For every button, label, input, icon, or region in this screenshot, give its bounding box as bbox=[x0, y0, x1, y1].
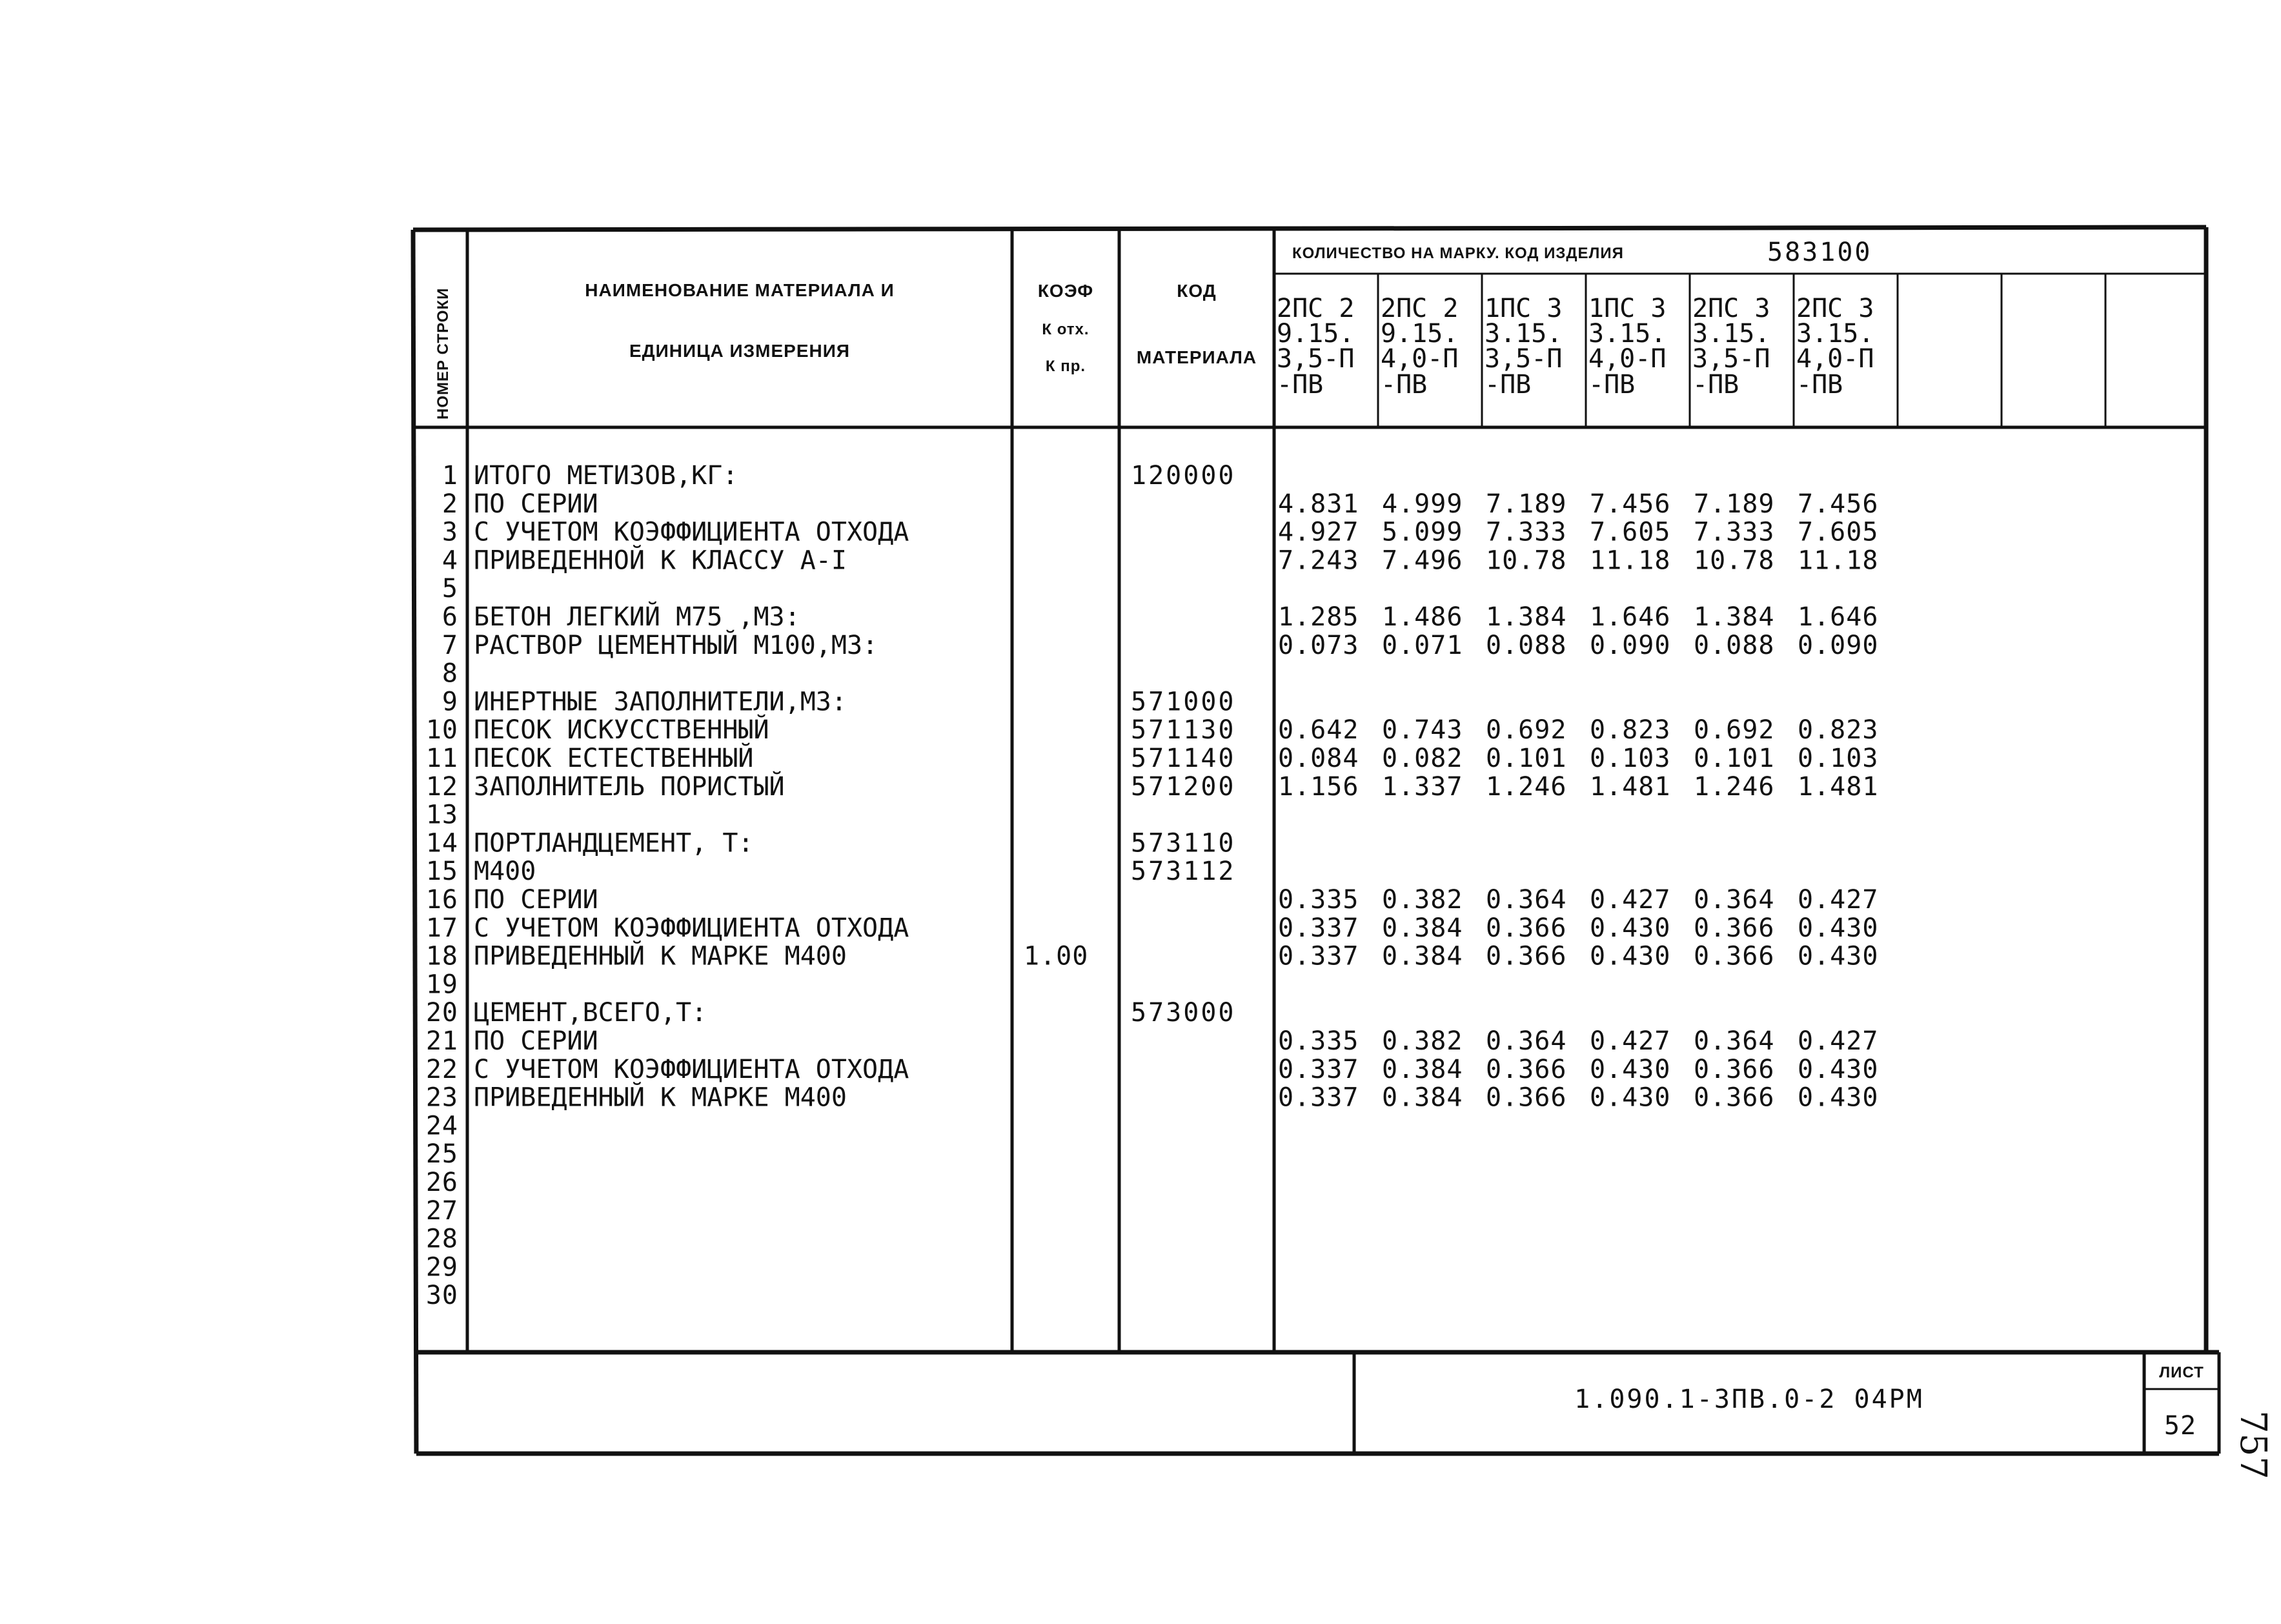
quantity-cell: 0.364 bbox=[1694, 885, 1775, 915]
row-number: 17 bbox=[425, 913, 458, 943]
quantity-cell: 0.427 bbox=[1590, 885, 1671, 915]
material-name: С УЧЕТОМ КОЭФФИЦИЕНТА ОТХОДА bbox=[474, 1054, 909, 1084]
quantity-cell: 0.088 bbox=[1486, 630, 1567, 660]
quantity-cell: 10.78 bbox=[1694, 545, 1775, 576]
quantity-cell: 7.333 bbox=[1694, 517, 1775, 547]
material-name: ПО СЕРИИ bbox=[474, 489, 598, 519]
quantity-cell: 7.456 bbox=[1798, 489, 1879, 519]
quantity-cell: 0.430 bbox=[1798, 941, 1879, 971]
table-body bbox=[426, 461, 1879, 1310]
quantity-cell: 7.243 bbox=[1278, 545, 1359, 576]
mark-column-header-1: 9.15. bbox=[1277, 319, 1355, 349]
mark-column-header-1: 2ПС 2 bbox=[1277, 294, 1355, 323]
row-number: 1 bbox=[441, 461, 458, 491]
row-number: 22 bbox=[425, 1054, 458, 1084]
quantity-cell: 0.090 bbox=[1798, 630, 1879, 660]
quantity-cell: 4.927 bbox=[1278, 517, 1359, 547]
quantity-cell: 0.082 bbox=[1382, 744, 1463, 773]
quantity-cell: 11.18 bbox=[1590, 545, 1671, 576]
quantity-cell: 0.366 bbox=[1694, 1054, 1775, 1084]
mark-column-header-1: -ПВ bbox=[1277, 370, 1324, 400]
quantity-cell: 0.337 bbox=[1278, 913, 1359, 943]
quantity-cell: 0.366 bbox=[1486, 913, 1567, 943]
row-number: 23 bbox=[425, 1082, 458, 1113]
mark-column-header-2: 2ПС 2 bbox=[1381, 294, 1459, 323]
quantity-cell: 0.384 bbox=[1382, 913, 1463, 943]
material-name: ПРИВЕДЕННЫЙ К МАРКЕ М400 bbox=[474, 1082, 847, 1113]
material-code: 571140 bbox=[1131, 744, 1236, 773]
material-name: ЗАПОЛНИТЕЛЬ ПОРИСТЫЙ bbox=[474, 771, 785, 802]
mark-column-header-4: 1ПС 3 bbox=[1588, 294, 1667, 323]
quantity-cell: 0.430 bbox=[1798, 1082, 1879, 1113]
quantity-cell: 0.103 bbox=[1798, 744, 1879, 773]
code-header: КОД bbox=[1177, 281, 1217, 301]
quantity-cell: 1.246 bbox=[1694, 771, 1775, 802]
quantity-cell: 0.743 bbox=[1382, 715, 1463, 746]
row-number: 18 bbox=[425, 941, 458, 971]
mark-column-header-6: 3.15. bbox=[1796, 319, 1874, 349]
row-number: 20 bbox=[425, 998, 458, 1028]
quantity-cell: 0.384 bbox=[1382, 1082, 1463, 1113]
material-name: С УЧЕТОМ КОЭФФИЦИЕНТА ОТХОДА bbox=[474, 913, 909, 943]
quantity-cell: 0.071 bbox=[1382, 630, 1463, 660]
unit-header: ЕДИНИЦА ИЗМЕРЕНИЯ bbox=[629, 341, 851, 361]
material-name-header: НАИМЕНОВАНИЕ МАТЕРИАЛА И bbox=[585, 280, 895, 300]
quantity-cell: 1.486 bbox=[1382, 602, 1463, 632]
mark-column-header-6: -ПВ bbox=[1796, 370, 1843, 400]
quantity-cell: 11.18 bbox=[1798, 545, 1879, 576]
quantity-cell: 0.427 bbox=[1590, 1026, 1671, 1056]
material-name: ПЕСОК ИСКУССТВЕННЫЙ bbox=[474, 715, 769, 746]
quantity-cell: 7.456 bbox=[1590, 489, 1671, 519]
quantity-cell: 0.366 bbox=[1694, 1082, 1775, 1113]
mark-column-header-5: -ПВ bbox=[1692, 370, 1739, 400]
quantity-cell: 7.189 bbox=[1694, 489, 1775, 519]
quantity-cell: 0.384 bbox=[1382, 1054, 1463, 1084]
quantity-cell: 0.366 bbox=[1694, 941, 1775, 971]
row-number-header: НОМЕР СТРОКИ bbox=[434, 287, 452, 420]
quantity-cell: 0.335 bbox=[1278, 1026, 1359, 1056]
material-name: М400 bbox=[474, 857, 536, 887]
quantity-cell: 1.384 bbox=[1694, 602, 1775, 632]
quantity-cell: 0.430 bbox=[1590, 1054, 1671, 1084]
coef-header: КОЭФ bbox=[1037, 281, 1094, 301]
quantity-cell: 0.642 bbox=[1278, 715, 1359, 746]
sheet-number: 52 bbox=[2164, 1411, 2197, 1441]
material-code: 571200 bbox=[1131, 771, 1236, 802]
quantity-cell: 1.156 bbox=[1278, 771, 1359, 802]
quantity-cell: 0.366 bbox=[1486, 941, 1567, 971]
quantity-cell: 0.384 bbox=[1382, 941, 1463, 971]
material-name: ПРИВЕДЕННОЙ К КЛАССУ А-I bbox=[474, 545, 847, 576]
mark-column-header-6: 2ПС 3 bbox=[1796, 294, 1874, 323]
mark-column-header-6: 4,0-П bbox=[1796, 344, 1874, 374]
material-code: 573112 bbox=[1131, 857, 1236, 887]
quantity-cell: 0.101 bbox=[1694, 744, 1775, 773]
material-name: БЕТОН ЛЕГКИЙ М75 ,М3: bbox=[474, 602, 800, 632]
document-code: 1.090.1-3ПВ.0-2 04РМ bbox=[1574, 1385, 1924, 1414]
quantity-cell: 0.073 bbox=[1278, 630, 1359, 660]
row-number: 6 bbox=[441, 602, 458, 632]
quantity-cell: 0.430 bbox=[1798, 913, 1879, 943]
quantity-cell: 7.605 bbox=[1590, 517, 1671, 547]
quantity-cell: 0.382 bbox=[1382, 1026, 1463, 1056]
quantity-cell: 0.823 bbox=[1590, 715, 1671, 746]
row-number: 21 bbox=[425, 1026, 458, 1056]
material-name: ИНЕРТНЫЕ ЗАПОЛНИТЕЛИ,М3: bbox=[474, 687, 847, 717]
mark-column-header-5: 3,5-П bbox=[1692, 344, 1770, 374]
quantity-cell: 0.103 bbox=[1590, 744, 1671, 773]
coefficient-value: 1.00 bbox=[1024, 941, 1089, 971]
row-number: 9 bbox=[441, 687, 458, 717]
mark-column-header-3: 1ПС 3 bbox=[1485, 294, 1563, 323]
row-number: 19 bbox=[425, 969, 458, 1000]
sheet-label: ЛИСТ bbox=[2159, 1364, 2204, 1381]
material-code: 573110 bbox=[1131, 828, 1236, 858]
quantity-cell: 7.605 bbox=[1798, 517, 1879, 547]
row-number: 12 bbox=[425, 771, 458, 802]
quantity-cell: 0.101 bbox=[1486, 744, 1567, 773]
row-number: 26 bbox=[425, 1168, 458, 1197]
mark-column-header-5: 2ПС 3 bbox=[1692, 294, 1770, 323]
product-code: 583100 bbox=[1767, 238, 1872, 267]
quantity-cell: 0.427 bbox=[1798, 885, 1879, 915]
mark-column-header-2: -ПВ bbox=[1381, 370, 1428, 400]
row-number: 24 bbox=[425, 1111, 458, 1141]
row-number: 4 bbox=[441, 545, 458, 576]
row-number: 15 bbox=[425, 857, 458, 887]
mark-column-headers bbox=[1277, 294, 1874, 400]
mark-column-header-3: -ПВ bbox=[1485, 370, 1532, 400]
quantity-cell: 0.366 bbox=[1694, 913, 1775, 943]
quantity-cell: 0.335 bbox=[1278, 885, 1359, 915]
quantity-cell: 0.692 bbox=[1486, 715, 1567, 746]
material-code: 573000 bbox=[1131, 998, 1236, 1028]
quantity-cell: 0.364 bbox=[1486, 885, 1567, 915]
quantity-header: КОЛИЧЕСТВО НА МАРКУ. КОД ИЗДЕЛИЯ bbox=[1292, 245, 1624, 262]
row-number: 13 bbox=[425, 800, 458, 830]
mark-column-header-4: 4,0-П bbox=[1588, 344, 1667, 374]
material-name: ПОРТЛАНДЦЕМЕНТ, Т: bbox=[474, 828, 754, 858]
row-number: 3 bbox=[441, 517, 458, 547]
material-name: РАСТВОР ЦЕМЕНТНЫЙ М100,М3: bbox=[474, 630, 878, 660]
quantity-cell: 0.430 bbox=[1590, 913, 1671, 943]
quantity-cell: 1.337 bbox=[1382, 771, 1463, 802]
coef-waste-label: К отх. bbox=[1042, 321, 1090, 338]
quantity-cell: 4.831 bbox=[1278, 489, 1359, 519]
quantity-cell: 0.337 bbox=[1278, 1054, 1359, 1084]
mark-column-header-5: 3.15. bbox=[1692, 319, 1770, 349]
mark-column-header-4: 3.15. bbox=[1588, 319, 1667, 349]
quantity-cell: 0.427 bbox=[1798, 1026, 1879, 1056]
material-name: С УЧЕТОМ КОЭФФИЦИЕНТА ОТХОДА bbox=[474, 517, 909, 547]
material-code: 571130 bbox=[1131, 715, 1236, 746]
row-number: 5 bbox=[441, 574, 458, 604]
quantity-cell: 0.430 bbox=[1590, 941, 1671, 971]
mark-column-header-3: 3,5-П bbox=[1485, 344, 1563, 374]
quantity-cell: 7.189 bbox=[1486, 489, 1567, 519]
material-name: ИТОГО МЕТИЗОВ,КГ: bbox=[474, 461, 738, 491]
material-name: ПРИВЕДЕННЫЙ К МАРКЕ М400 bbox=[474, 941, 847, 971]
quantity-cell: 0.364 bbox=[1694, 1026, 1775, 1056]
row-number: 8 bbox=[441, 658, 458, 689]
quantity-cell: 7.496 bbox=[1382, 545, 1463, 576]
quantity-cell: 0.430 bbox=[1590, 1082, 1671, 1113]
quantity-cell: 10.78 bbox=[1486, 545, 1567, 576]
row-number: 7 bbox=[441, 630, 458, 660]
row-number: 16 bbox=[425, 885, 458, 915]
material-name: ПО СЕРИИ bbox=[474, 885, 598, 915]
quantity-cell: 0.337 bbox=[1278, 941, 1359, 971]
quantity-cell: 1.481 bbox=[1798, 771, 1879, 802]
quantity-cell: 0.692 bbox=[1694, 715, 1775, 746]
material-name: ПЕСОК ЕСТЕСТВЕННЫЙ bbox=[474, 744, 754, 773]
quantity-cell: 0.084 bbox=[1278, 744, 1359, 773]
mark-column-header-2: 9.15. bbox=[1381, 319, 1459, 349]
mark-column-header-3: 3.15. bbox=[1485, 319, 1563, 349]
coef-reduced-label: К пр. bbox=[1045, 358, 1086, 375]
row-number: 28 bbox=[425, 1224, 458, 1254]
row-number: 29 bbox=[425, 1252, 458, 1283]
material-code: 571000 bbox=[1131, 687, 1236, 717]
row-number: 30 bbox=[425, 1281, 458, 1311]
material-code: 120000 bbox=[1131, 461, 1236, 491]
quantity-cell: 1.481 bbox=[1590, 771, 1671, 802]
material-code-header: МАТЕРИАЛА bbox=[1136, 347, 1257, 367]
quantity-cell: 4.999 bbox=[1382, 489, 1463, 519]
mark-column-header-2: 4,0-П bbox=[1381, 344, 1459, 374]
row-number: 25 bbox=[425, 1139, 458, 1170]
row-number: 11 bbox=[425, 744, 458, 773]
quantity-cell: 1.646 bbox=[1798, 602, 1879, 632]
quantity-cell: 5.099 bbox=[1382, 517, 1463, 547]
handwritten-page-number: 757 bbox=[2232, 1410, 2274, 1479]
quantity-cell: 1.246 bbox=[1486, 771, 1567, 802]
row-number: 2 bbox=[441, 489, 458, 519]
quantity-cell: 1.646 bbox=[1590, 602, 1671, 632]
quantity-cell: 0.366 bbox=[1486, 1054, 1567, 1084]
quantity-cell: 7.333 bbox=[1486, 517, 1567, 547]
row-number: 10 bbox=[425, 715, 458, 746]
quantity-cell: 0.364 bbox=[1486, 1026, 1567, 1056]
quantity-cell: 0.088 bbox=[1694, 630, 1775, 660]
row-number: 14 bbox=[425, 828, 458, 858]
mark-column-header-4: -ПВ bbox=[1588, 370, 1636, 400]
quantity-cell: 0.382 bbox=[1382, 885, 1463, 915]
quantity-cell: 0.823 bbox=[1798, 715, 1879, 746]
quantity-cell: 0.430 bbox=[1798, 1054, 1879, 1084]
row-number: 27 bbox=[425, 1195, 458, 1226]
quantity-cell: 0.366 bbox=[1486, 1082, 1567, 1113]
quantity-cell: 0.337 bbox=[1278, 1082, 1359, 1113]
quantity-cell: 1.285 bbox=[1278, 602, 1359, 632]
material-name: ЦЕМЕНТ,ВСЕГО,Т: bbox=[474, 998, 707, 1028]
quantity-cell: 0.090 bbox=[1590, 630, 1671, 660]
mark-column-header-1: 3,5-П bbox=[1277, 344, 1355, 374]
material-name: ПО СЕРИИ bbox=[474, 1026, 598, 1056]
quantity-cell: 1.384 bbox=[1486, 602, 1567, 632]
